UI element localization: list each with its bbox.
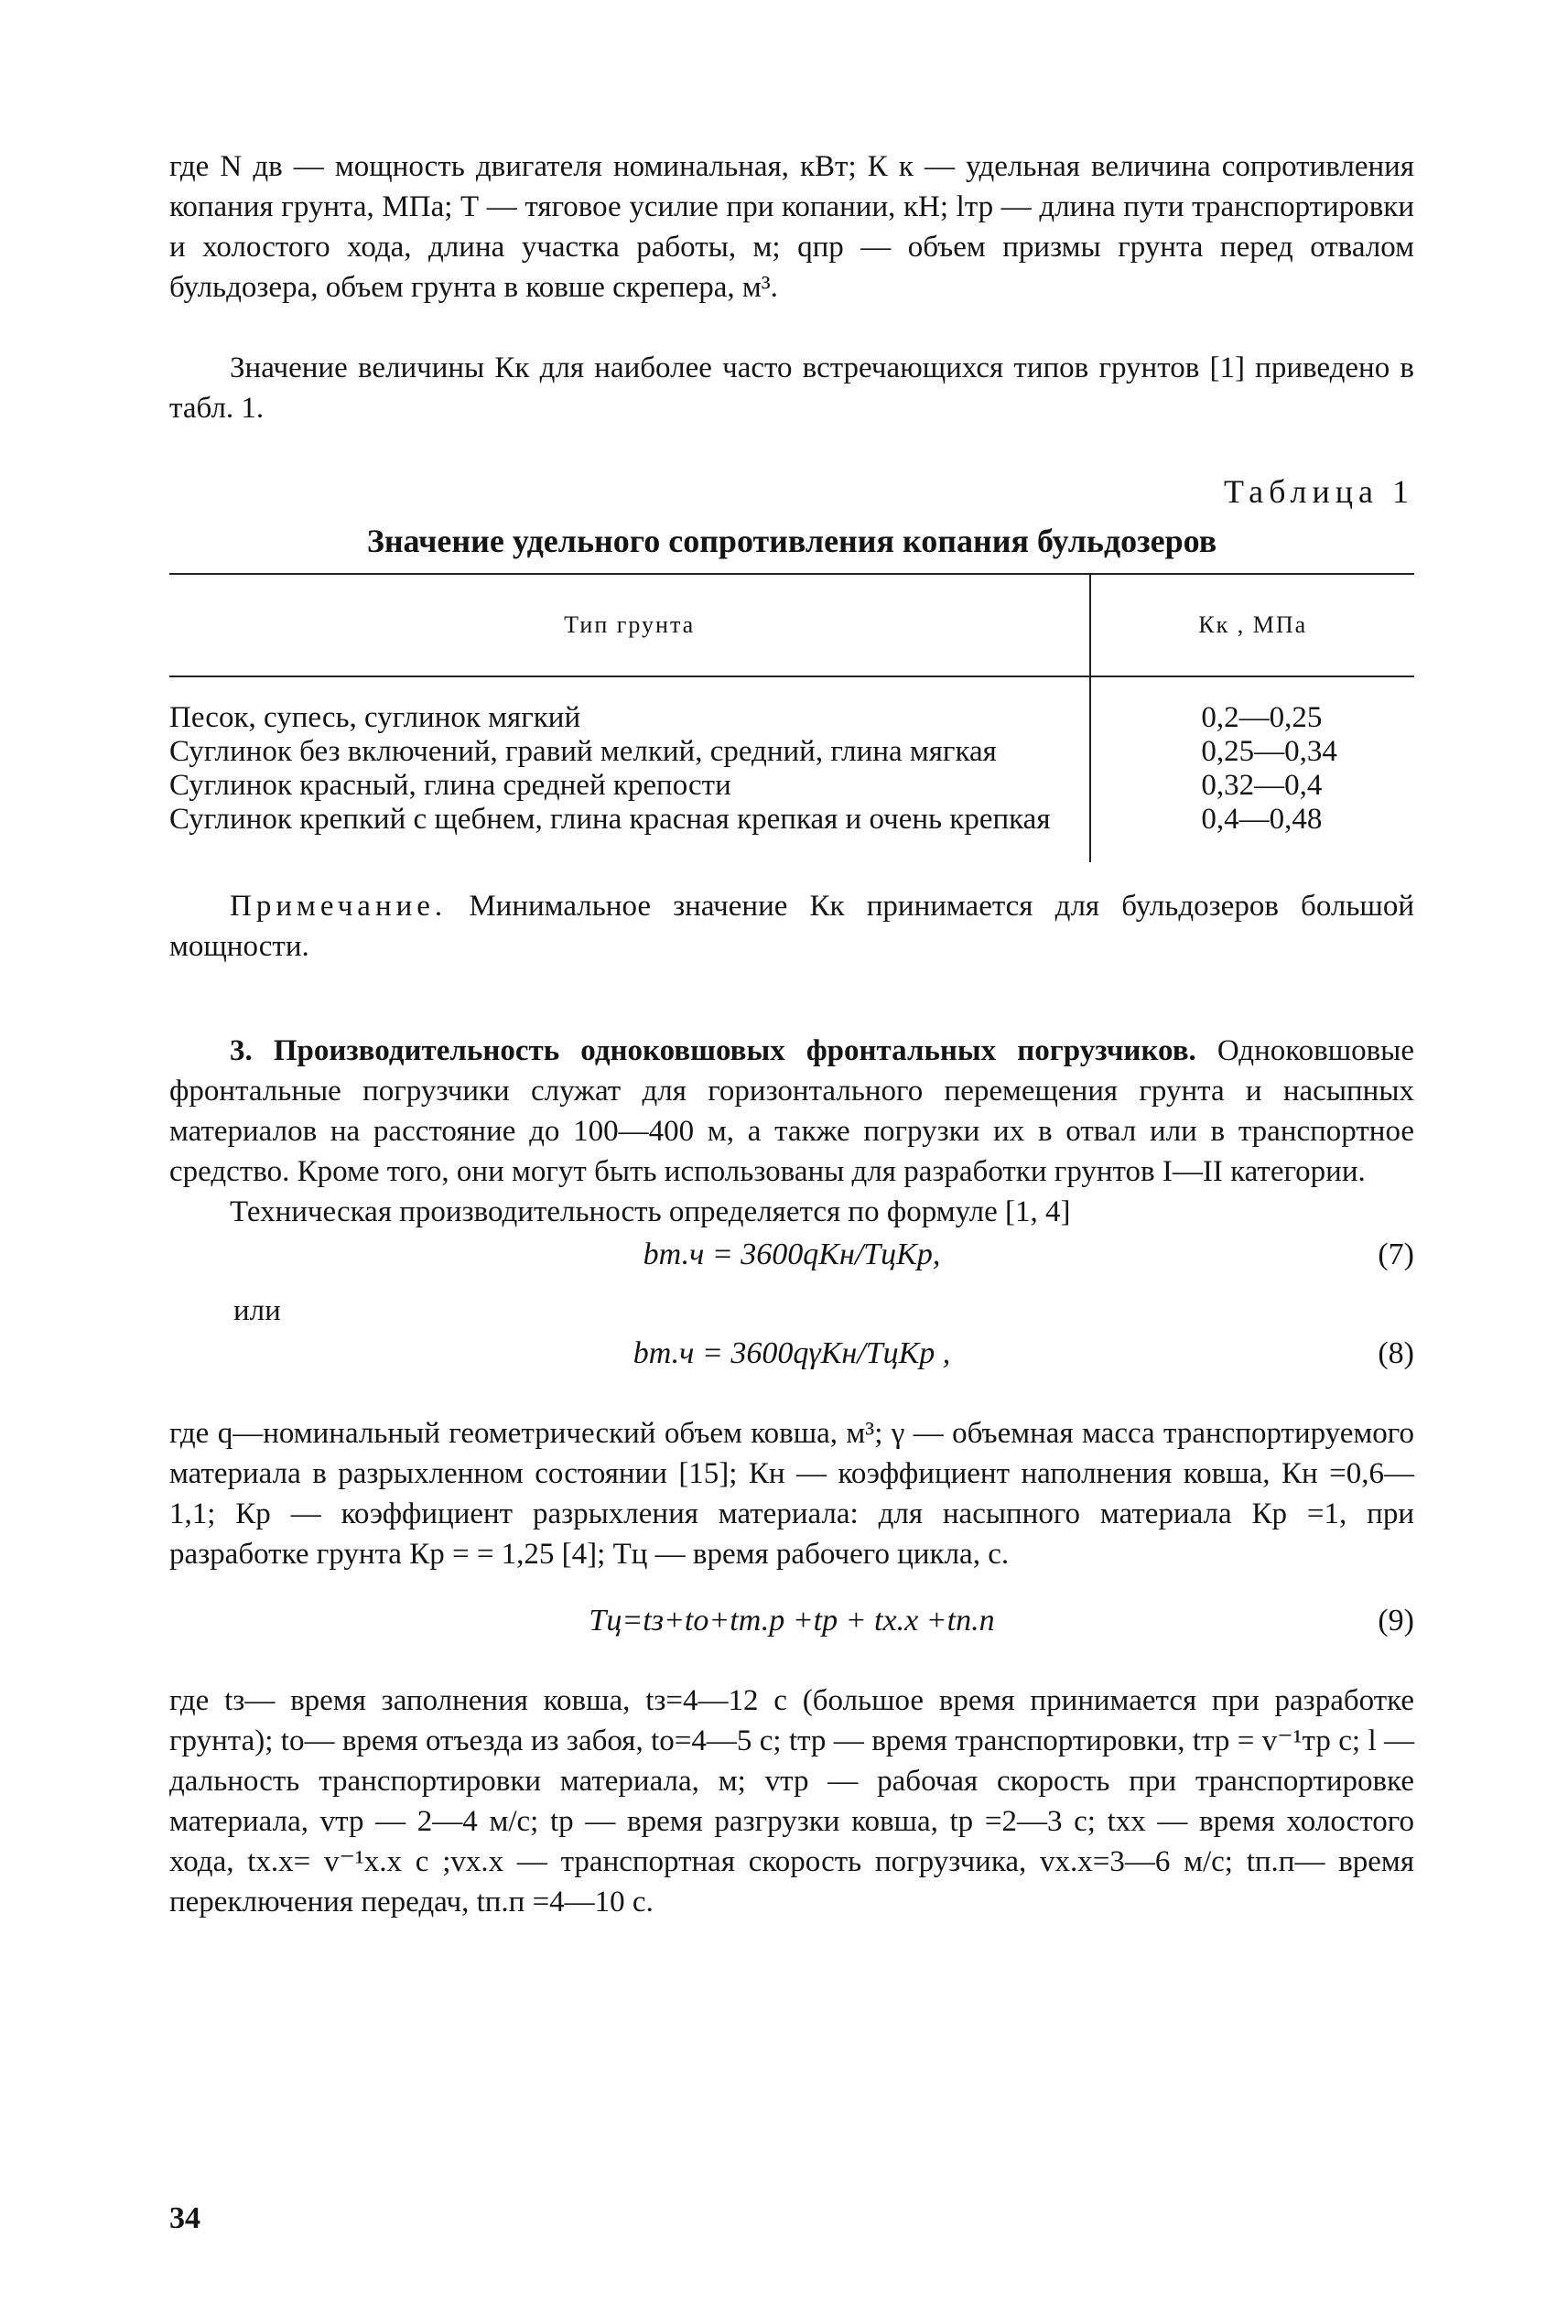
formula-7-expr: bт.ч = 3600qKн/TцKр, (643, 1238, 941, 1271)
table-row (169, 735, 1414, 769)
table-title: Значение удельного сопротивления копания бульдозеров (366, 523, 1217, 559)
formula-7 (169, 1232, 1414, 1291)
section-3-text: Одноковшовые фронтальные погрузчики служат для горизонтального перемещения грунта и насыпных материалов на расстояние до 100—400 м, а также погрузки их в отвал или в транспортное средство. Кроме того, они могут быть использованы для разработки грунтов I—II категории. (169, 1034, 1415, 1188)
kk-cell: 0,2—0,25 (1201, 701, 1323, 734)
formula-9-expr: Tц=tз+tо+tт.р +tр + tх.х +tп.п (589, 1604, 995, 1638)
page-number: 34 (169, 2201, 200, 2235)
table-header-row (169, 574, 1414, 676)
table-note (169, 886, 1414, 967)
or-text: или (233, 1294, 281, 1327)
section-3-paragraph (169, 1031, 1414, 1192)
header-kk: Кк , МПа (1090, 574, 1414, 676)
soil-resistance-table (169, 573, 1414, 862)
table-label: Таблица 1 (1224, 473, 1414, 510)
table-row (169, 676, 1414, 735)
page-body (169, 146, 1414, 1922)
paragraph-kk-reference: Значение величины Кк для наиболее часто встречающихся типов грунтов [1] приведено в табл. 1. (169, 351, 1414, 425)
formula-8-expr: bт.ч = 3600qγKн/TцKр , (633, 1336, 951, 1370)
soil-cell: Песок, супесь, суглинок мягкий (169, 676, 1090, 735)
paragraph-definitions: где N дв — мощность двигателя номинальная, кВт; К к — удельная величина сопротивления копания грунта, МПа; Т — тяговое усилие при копании, кН; lтр — длина пути транспортировки и холостого хода, длина участка работы, м; qпр — объем призмы грунта перед отвалом бульдозера, объем грунта в ковше скрепера, м³. (169, 150, 1414, 304)
note-label: Примечание. (230, 890, 448, 923)
soil-cell: Суглинок красный, глина средней крепости (169, 769, 1090, 803)
table-row (169, 803, 1414, 862)
header-soil-type: Тип грунта (169, 574, 1090, 676)
kk-cell: 0,32—0,4 (1201, 769, 1323, 802)
soil-cell: Суглинок крепкий с щебнем, глина красная крепкая и очень крепкая (169, 803, 1090, 862)
formula-intro: Техническая производительность определяется по формуле [1, 4] (230, 1195, 1071, 1228)
formula-8-number: (8) (1378, 1336, 1414, 1370)
paragraph-cycle-times: где tз— время заполнения ковша, tз=4—12 с (большое время принимается при разработке грунта); tо— время отъезда из забоя, tо=4—5 с; tтр — время транспортировки, tтр = v⁻¹тр с; l — дальность транспортировки материала, м; vтр — рабочая скорость при транспортировке материала, vтр — 2—4 м/с; tр — время разгрузки ковша, tр =2—3 с; tхх — время холостого хода, tх.х= v⁻¹х.х с ;vх.х — транспортная скорость погрузчика, vх.х=3—6 м/с; tп.п— время переключения передач, tп.п =4—10 с. (169, 1684, 1414, 1919)
section-3-heading: 3. Производительность одноковшовых фронтальных погрузчиков. (230, 1034, 1196, 1067)
formula-9-number: (9) (1378, 1604, 1414, 1638)
formula-7-number: (7) (1378, 1238, 1414, 1271)
paragraph-loader-definitions: где q—номинальный геометрический объем ковша, м³; γ — объемная масса транспортируемого материала в разрыхленном состоянии [15]; Кн — коэффициент наполнения ковша, Кн =0,6—1,1; Кр — коэффициент разрыхления материала: для насыпного материала Кр =1, при разработке грунта Кр = = 1,25 [4]; Тц — время рабочего цикла, с. (169, 1417, 1414, 1571)
formula-9 (169, 1598, 1414, 1657)
soil-cell: Суглинок без включений, гравий мелкий, средний, глина мягкая (169, 735, 1090, 769)
formula-8 (169, 1331, 1414, 1389)
kk-cell: 0,25—0,34 (1201, 735, 1337, 768)
table-row (169, 769, 1414, 803)
kk-cell: 0,4—0,48 (1201, 803, 1323, 836)
note-text: Минимальное значение Кк принимается для бульдозеров большой мощности. (169, 890, 1415, 963)
